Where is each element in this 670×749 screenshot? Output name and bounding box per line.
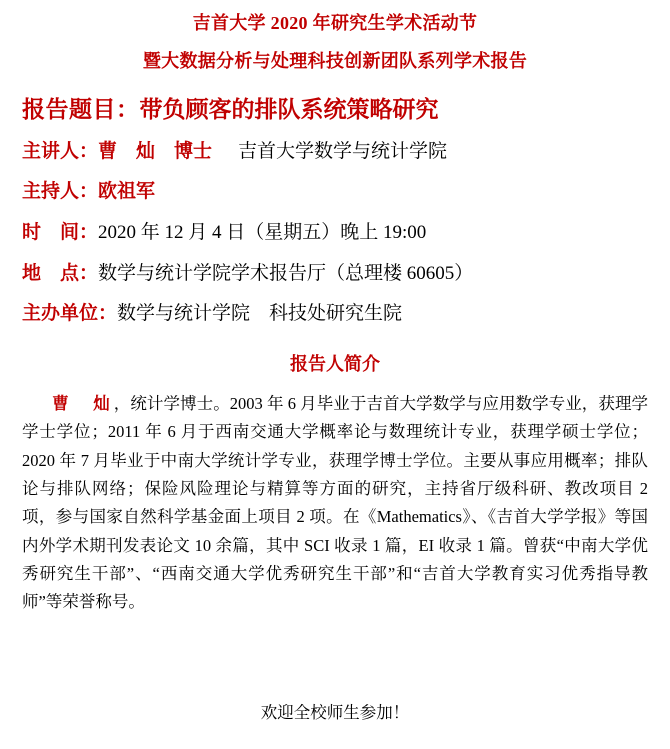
field-host-label: 主持人： (22, 181, 99, 203)
report-topic-label: 报告题目： (22, 96, 140, 122)
bio-speaker-name: 曹 灿 (52, 393, 114, 413)
field-organizer (22, 301, 648, 328)
field-host-name: 欧祖军 (98, 181, 156, 203)
field-host (22, 179, 648, 206)
field-organizer-label: 主办单位： (22, 303, 118, 325)
report-topic (22, 94, 648, 125)
field-time-label: 时 间： (22, 222, 99, 244)
field-location-label: 地 点： (22, 262, 99, 284)
bio-heading: 报告人简介 (290, 353, 380, 374)
poster-footer: 欢迎全校师生参加！ (260, 703, 410, 722)
field-organizer-value: 数学与统计学院 科技处研究生院 (117, 303, 403, 325)
field-speaker (22, 139, 648, 166)
field-speaker-name: 曹 灿 博士 (98, 140, 213, 162)
field-speaker-affiliation: 吉首大学数学与统计学院 (238, 140, 448, 162)
poster-title-line-2: 暨大数据分析与处理科技创新团队系列学术报告 (142, 50, 528, 71)
field-time (22, 220, 648, 247)
poster-title-line-1: 吉首大学 2020 年研究生学术活动节 (192, 13, 478, 33)
bio-text: ，统计学博士。2003 年 6 月毕业于吉首大学数学与应用数学专业，获理学学士学位；2011 年 6 月于西南交通大学概率论与数理统计专业，获理学硕士学位；2020 年 7 月毕业于中南大学统计学专业，获理学博士学位。主要从事应用概率；排队论与排队网络；保险风险理论与精算等方面的研究，主持省厅级科研、教改项目 2 项，参与国家自然科学基金面上项目 2 项。在《Mathematics》、《吉首大学学报》等国内外学术期刊发表论文 10 余篇，其中 SCI 收录 1 篇，EI 收录 1 篇。曾获“中南大学优秀研究生干部”、“西南交通大学优秀研究生干部”和“吉首大学教育实习优秀指导教师”等荣誉称号。 (22, 393, 649, 612)
field-location-value: 数学与统计学院学术报告厅（总理楼 60605） (98, 262, 474, 284)
field-speaker-label: 主讲人： (22, 140, 99, 162)
bio-paragraph (22, 390, 648, 617)
field-location (22, 261, 648, 288)
field-time-value: 2020 年 12 月 4 日（星期五）晚上 19:00 (98, 222, 427, 244)
report-topic-value: 带负顾客的排队系统策略研究 (139, 96, 439, 122)
